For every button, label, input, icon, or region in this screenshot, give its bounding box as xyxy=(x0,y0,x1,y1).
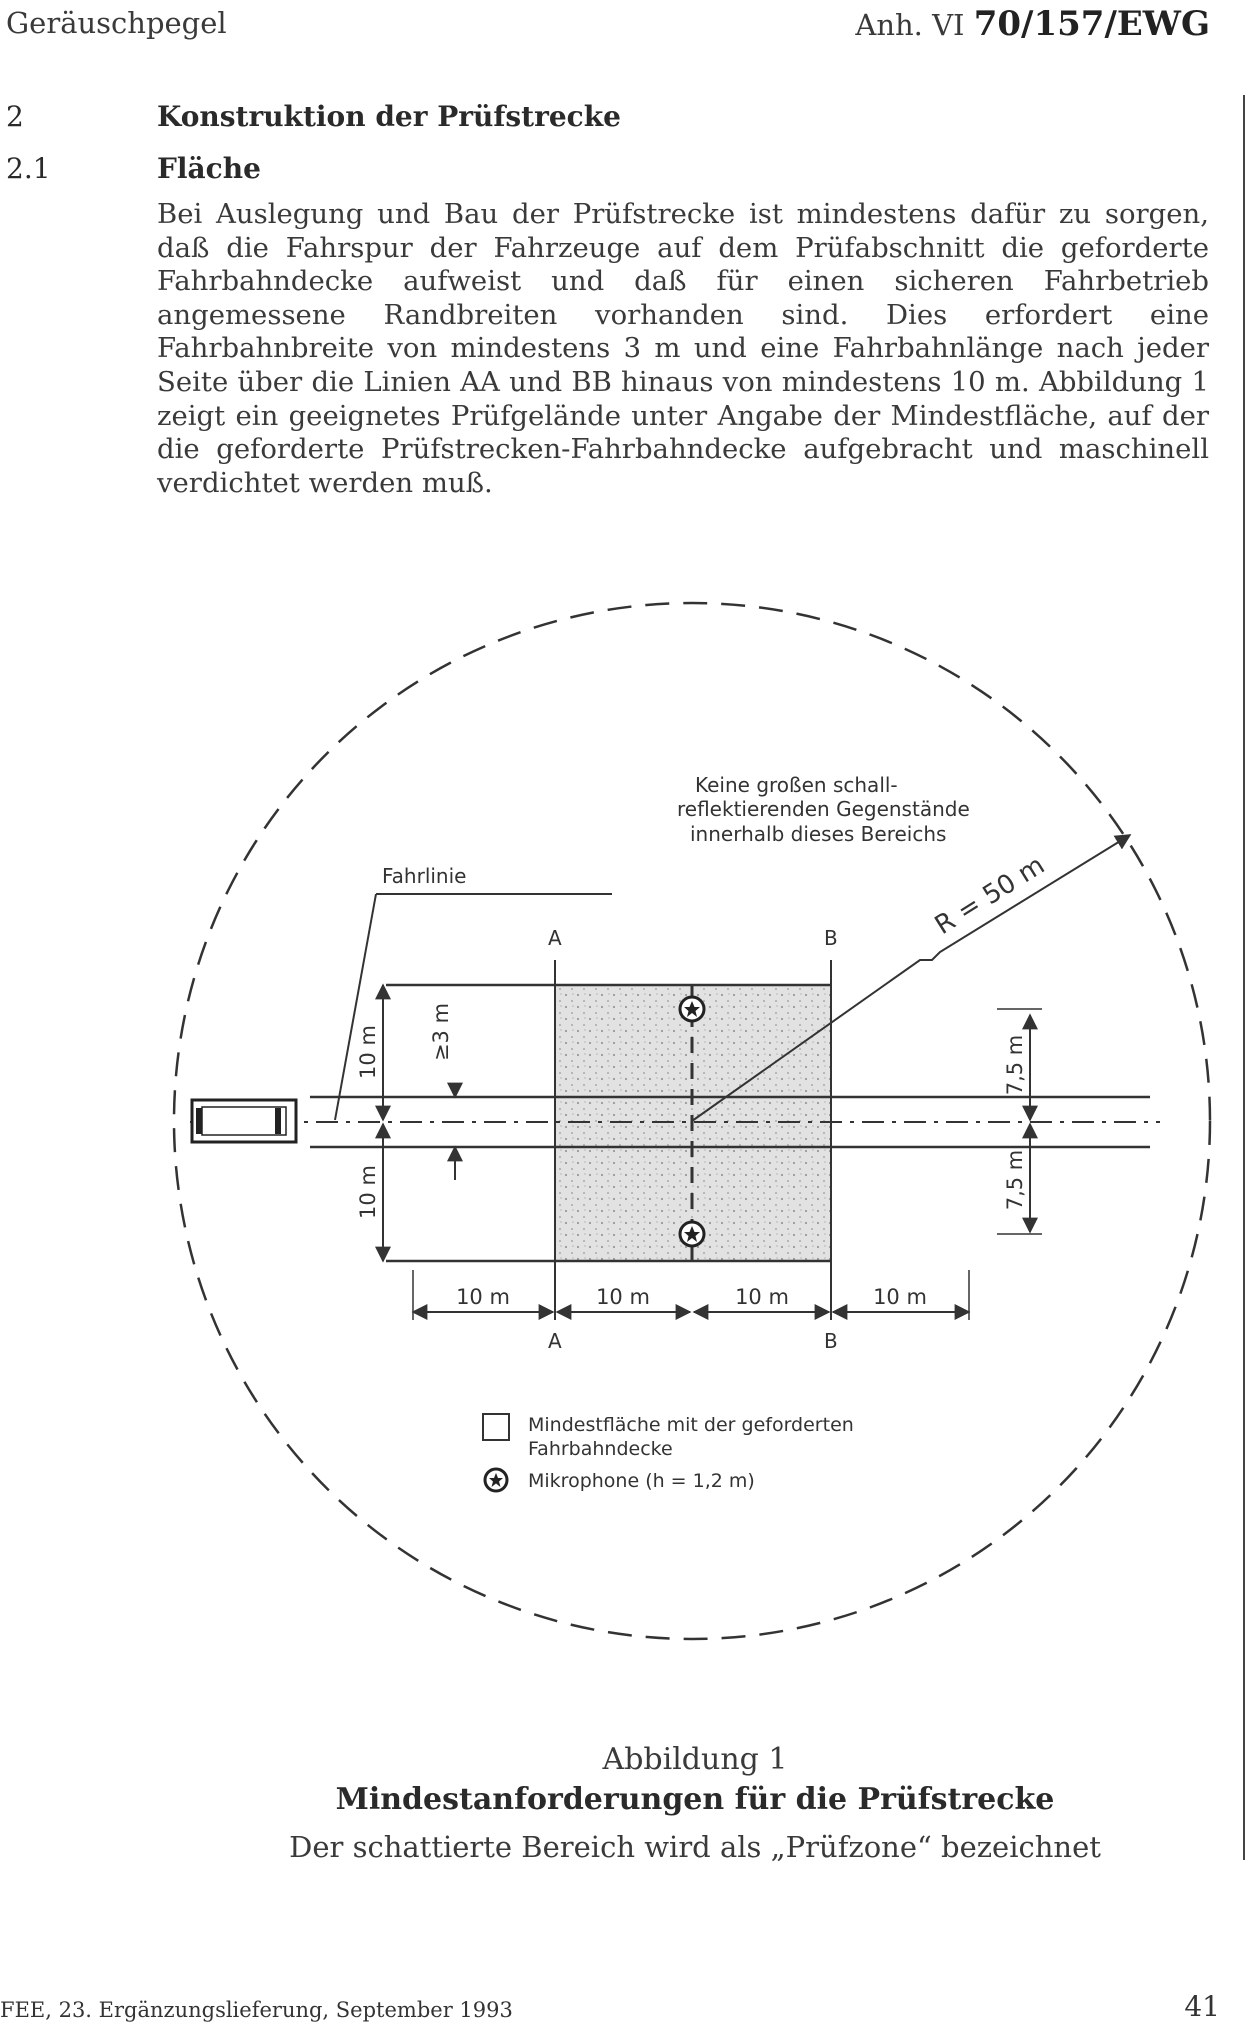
line-a-label-bottom: A xyxy=(548,1329,562,1353)
svg-text:10 m: 10 m xyxy=(456,1285,510,1309)
annex-label: Anh. VI xyxy=(855,8,965,42)
legend xyxy=(483,1414,854,1492)
section-title: Konstruktion der Prüfstrecke xyxy=(157,100,621,133)
body-paragraph: Bei Auslegung und Bau der Prüfstrecke ist mindestens dafür zu sorgen, daß die Fahrspur der Fahrzeuge auf dem Prüfabschnitt die geforderte Fahrbahndecke aufweist und daß für einen sicheren Fahrbetrieb angemessene Randbreiten vorhanden sind. Dies erfordert eine Fahrbahnbreite von mindestens 3 m und eine Fahrbahnlänge nach jeder Seite über die Linien AA und BB hinaus von mindestens 10 m. Abbildung 1 zeigt ein geeignetes Prüfgelände unter Angabe der Mindestfläche, auf der die geforderte Prüfstrecken-Fahrbahndecke aufgebracht und maschinell verdichtet werden muß. xyxy=(157,198,1209,499)
figure-label: Abbildung 1 xyxy=(602,1742,788,1777)
dimension-top-10m xyxy=(356,985,383,1120)
svg-text:10 m: 10 m xyxy=(356,1025,380,1079)
directive-code: 70/157/EWG xyxy=(973,4,1210,44)
footer-source: FEE, 23. Ergänzungslieferung, September 1993 xyxy=(0,1998,513,2022)
legend-microphone-icon xyxy=(485,1469,507,1491)
svg-text:10 m: 10 m xyxy=(735,1285,789,1309)
dimension-lane-3m xyxy=(429,1003,455,1180)
svg-text:Fahrbahndecke: Fahrbahndecke xyxy=(528,1438,673,1460)
svg-text:7,5 m: 7,5 m xyxy=(1003,1034,1027,1096)
dimension-top-7-5m xyxy=(997,1009,1042,1120)
svg-text:Mindestfläche mit der geforder: Mindestfläche mit der geforderten xyxy=(528,1414,854,1436)
radius-label: R = 50 m xyxy=(929,850,1051,941)
test-track-diagram xyxy=(0,560,1250,1700)
page-number: 41 xyxy=(1184,1990,1220,2023)
car-icon xyxy=(192,1100,296,1142)
svg-text:Mikrophone (h = 1,2 m): Mikrophone (h = 1,2 m) xyxy=(528,1470,755,1492)
line-b-label-bottom: B xyxy=(824,1329,838,1353)
svg-text:10 m: 10 m xyxy=(596,1285,650,1309)
figure-title: Mindestanforderungen für die Prüfstrecke xyxy=(335,1782,1055,1817)
section-number: 2 xyxy=(6,100,24,133)
svg-text:10 m: 10 m xyxy=(356,1165,380,1219)
subsection-number: 2.1 xyxy=(6,152,51,185)
microphone-icon-top xyxy=(680,997,704,1021)
figure-subtitle: Der schattierte Bereich wird als „Prüfzone“ bezeichnet xyxy=(289,1830,1101,1864)
microphone-icon-bottom xyxy=(680,1222,704,1246)
svg-text:10 m: 10 m xyxy=(873,1285,927,1309)
running-header-left: Geräuschpegel xyxy=(6,6,227,40)
svg-text:7,5 m: 7,5 m xyxy=(1003,1149,1027,1211)
dimension-row-bottom xyxy=(413,1270,969,1320)
note-line-2: reflektierenden Gegenstände xyxy=(677,797,970,821)
dimension-bottom-10m xyxy=(356,1124,383,1261)
note-line-1: Keine großen schall- xyxy=(695,773,898,797)
svg-text:≥3 m: ≥3 m xyxy=(429,1002,453,1062)
subsection-title: Fläche xyxy=(157,152,261,185)
line-a-label-top: A xyxy=(548,926,562,950)
running-header-right xyxy=(855,4,1210,44)
dimension-bottom-7-5m xyxy=(997,1124,1042,1234)
line-b-label-top: B xyxy=(824,926,838,950)
fahrlinie-label: Fahrlinie xyxy=(382,864,467,888)
legend-area-swatch xyxy=(483,1414,509,1440)
note-line-3: innerhalb dieses Bereichs xyxy=(690,822,947,846)
